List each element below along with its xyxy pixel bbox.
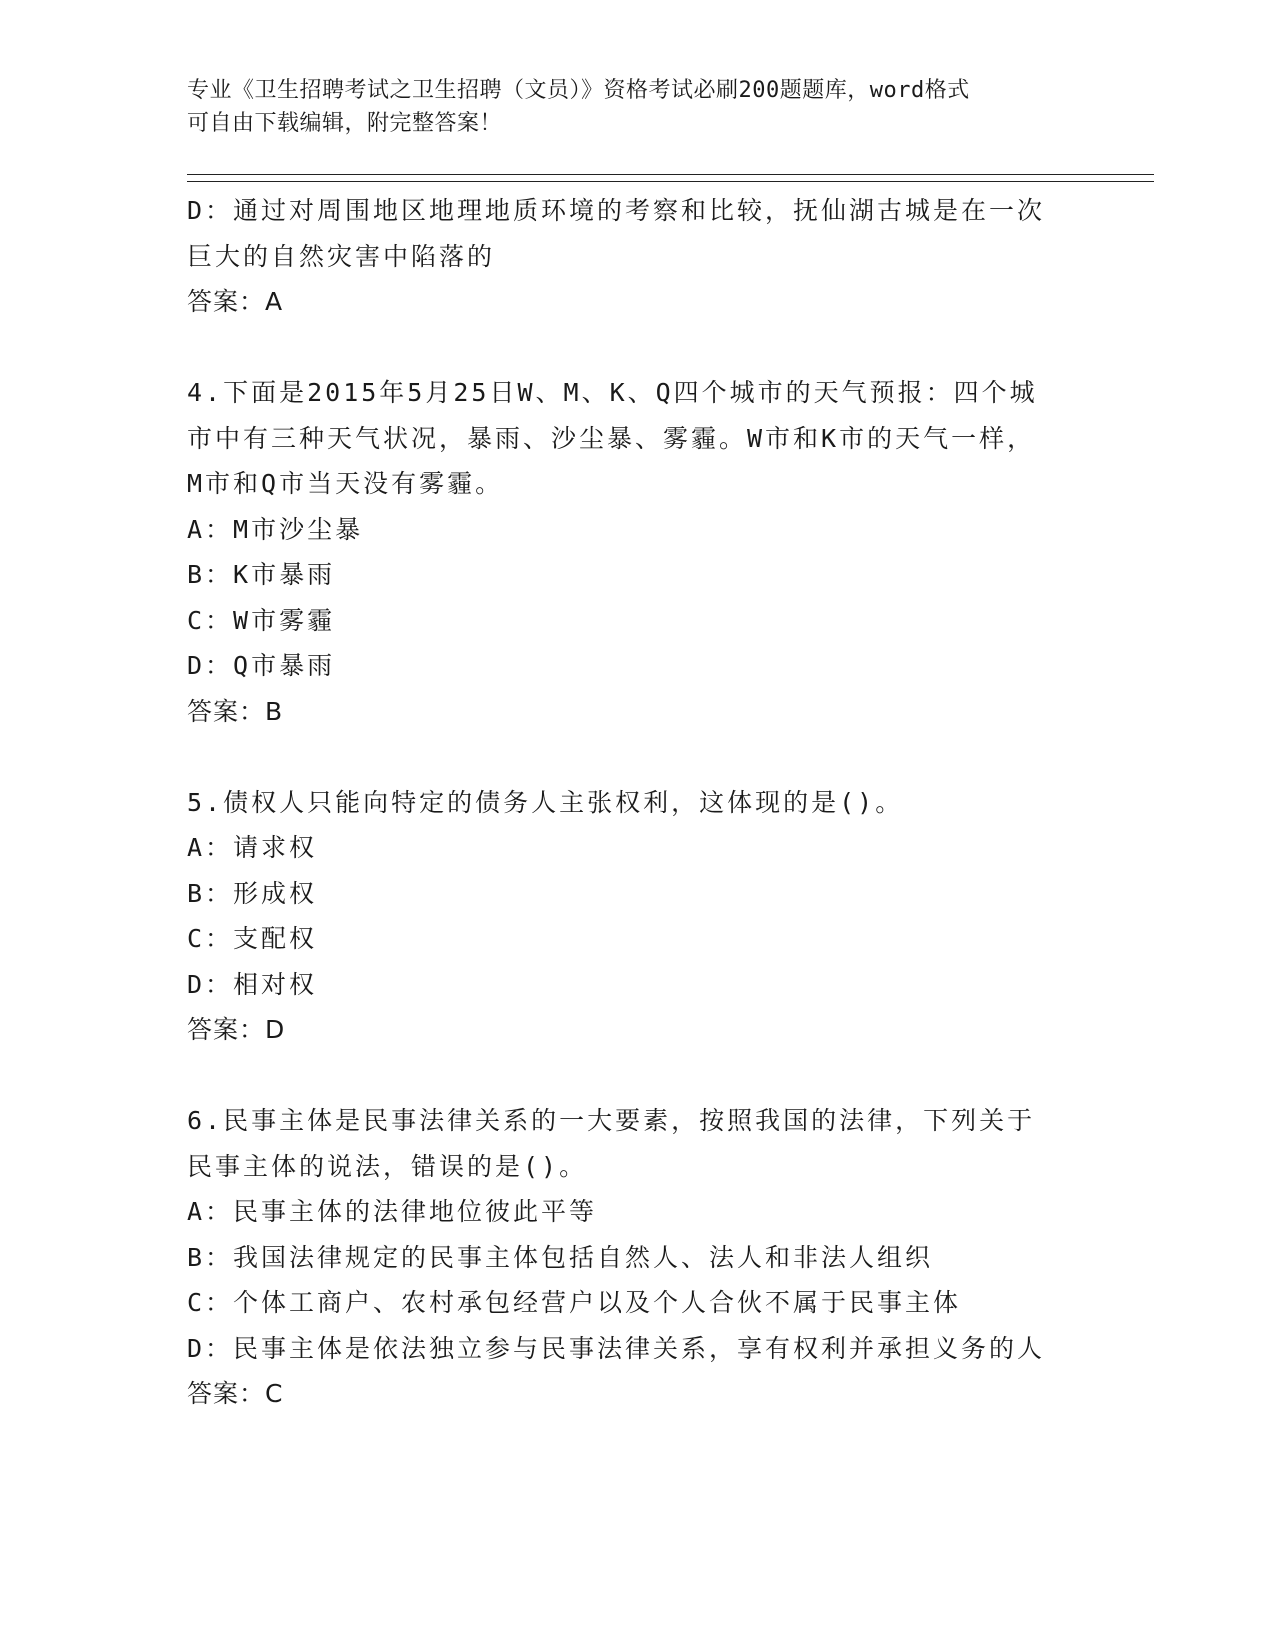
option-c: C：支配权: [187, 924, 318, 953]
option-b: B：K市暴雨: [187, 560, 336, 589]
question-stem-line-1: 5.债权人只能向特定的债务人主张权利，这体现的是()。: [187, 787, 904, 817]
question-stem-line-1: 4.下面是2015年5月25日W、M、K、Q四个城市的天气预报：四个城: [187, 378, 1038, 407]
option-a: A：请求权: [187, 833, 318, 862]
option-c: C：个体工商户、农村承包经营户以及个人合伙不属于民事主体: [187, 1288, 962, 1317]
question-3-tail: [187, 188, 1087, 325]
option-b: B：形成权: [187, 878, 318, 908]
question-6: [187, 1098, 1087, 1417]
question-stem-line-2: 市中有三种天气状况，暴雨、沙尘暴、雾霾。W市和K市的天气一样，: [187, 423, 1036, 453]
question-stem-line-1: 6.民事主体是民事法律关系的一大要素，按照我国的法律，下列关于: [187, 1106, 1036, 1135]
header-line-2: 可自由下载编辑，附完整答案！: [187, 111, 503, 136]
option-d-line-1: D：通过对周围地区地理地质环境的考察和比较，抚仙湖古城是在一次: [187, 196, 1046, 225]
question-stem-line-3: M市和Q市当天没有雾霾。: [187, 469, 504, 498]
answer-label: 答案：B: [187, 696, 284, 726]
header-rule-top: [187, 174, 1154, 175]
option-a: A：民事主体的法律地位彼此平等: [187, 1197, 598, 1226]
page-header: [187, 74, 1067, 140]
option-d: D：Q市暴雨: [187, 651, 336, 680]
answer-label: 答案：C: [187, 1379, 284, 1408]
option-a: A：M市沙尘暴: [187, 514, 364, 544]
header-line-1: 专业《卫生招聘考试之卫生招聘（文员）》资格考试必刷200题题库，word格式: [187, 78, 970, 103]
header-rule-bottom: [187, 181, 1154, 182]
option-c: C：W市雾霾: [187, 605, 336, 635]
document-body: [187, 188, 1087, 1417]
option-b: B：我国法律规定的民事主体包括自然人、法人和非法人组织: [187, 1242, 934, 1272]
option-d-line-2: 巨大的自然灾害中陷落的: [187, 241, 496, 271]
question-stem-line-2: 民事主体的说法，错误的是()。: [187, 1151, 588, 1181]
option-d: D：相对权: [187, 969, 318, 999]
question-5: [187, 780, 1087, 1053]
option-d: D：民事主体是依法独立参与民事法律关系，享有权利并承担义务的人: [187, 1333, 1046, 1363]
question-4: [187, 370, 1087, 734]
answer-label: 答案：A: [187, 287, 284, 316]
answer-label: 答案：D: [187, 1015, 286, 1044]
